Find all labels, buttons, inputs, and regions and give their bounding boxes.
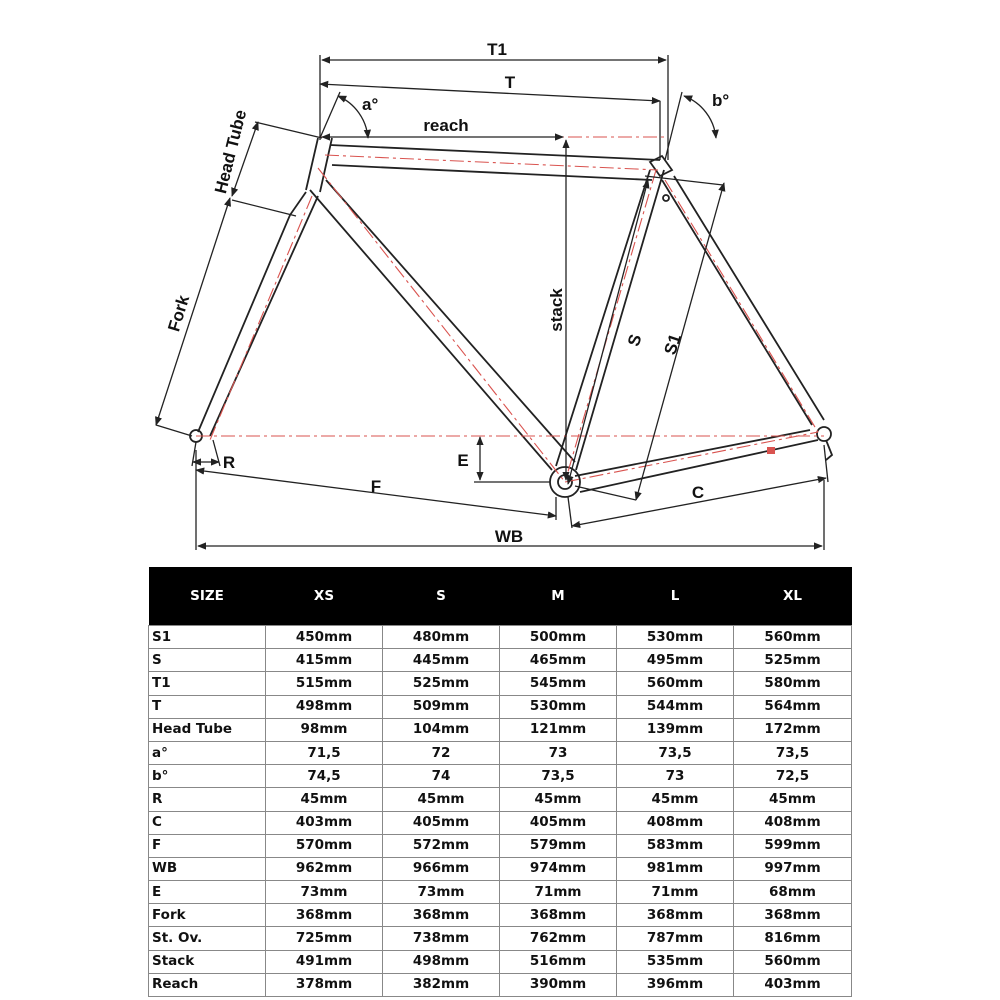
column-header: SIZE xyxy=(149,567,266,626)
table-cell: 72 xyxy=(383,741,500,764)
table-cell: 368mm xyxy=(734,904,852,927)
table-cell: 403mm xyxy=(734,973,852,996)
down-tube xyxy=(310,180,575,470)
table-cell: 572mm xyxy=(383,834,500,857)
label-s1: S1 xyxy=(660,331,686,358)
table-cell: 465mm xyxy=(500,649,617,672)
label-wb: WB xyxy=(494,527,524,546)
table-row xyxy=(149,626,852,649)
table-cell: 560mm xyxy=(617,672,734,695)
table-header-row xyxy=(149,567,852,626)
table-cell: 73mm xyxy=(383,881,500,904)
table-cell: 73,5 xyxy=(734,741,852,764)
table-cell: 403mm xyxy=(266,811,383,834)
table-cell: 121mm xyxy=(500,718,617,741)
table-cell: 72,5 xyxy=(734,765,852,788)
table-cell: 498mm xyxy=(266,695,383,718)
table-row xyxy=(149,904,852,927)
label-c: C xyxy=(691,483,705,502)
table-cell: 509mm xyxy=(383,695,500,718)
row-label: R xyxy=(149,788,266,811)
table-cell: 530mm xyxy=(617,626,734,649)
label-head-tube: Head Tube xyxy=(211,107,251,196)
row-label: Stack xyxy=(149,950,266,973)
table-cell: 104mm xyxy=(383,718,500,741)
table-cell: 74,5 xyxy=(266,765,383,788)
table-cell: 396mm xyxy=(617,973,734,996)
table-cell: 525mm xyxy=(734,649,852,672)
table-cell: 445mm xyxy=(383,649,500,672)
table-cell: 73 xyxy=(617,765,734,788)
label-a-deg: a° xyxy=(362,95,379,114)
table-cell: 725mm xyxy=(266,927,383,950)
label-f: F xyxy=(370,477,382,496)
label-stack: stack xyxy=(547,288,566,332)
table-cell: 498mm xyxy=(383,950,500,973)
table-cell: 73,5 xyxy=(617,741,734,764)
table-cell: 480mm xyxy=(383,626,500,649)
table-cell: 583mm xyxy=(617,834,734,857)
column-header: S xyxy=(383,567,500,626)
table-cell: 45mm xyxy=(500,788,617,811)
table-cell: 580mm xyxy=(734,672,852,695)
table-cell: 390mm xyxy=(500,973,617,996)
table-row xyxy=(149,649,852,672)
row-label: WB xyxy=(149,857,266,880)
label-s: S xyxy=(623,331,646,349)
table-cell: 762mm xyxy=(500,927,617,950)
fork xyxy=(198,192,318,436)
label-reach: reach xyxy=(423,116,469,135)
table-cell: 74 xyxy=(383,765,500,788)
table-row xyxy=(149,695,852,718)
table-cell: 966mm xyxy=(383,857,500,880)
table-cell: 516mm xyxy=(500,950,617,973)
table-cell: 378mm xyxy=(266,973,383,996)
rear-dropout xyxy=(817,427,831,441)
row-label: a° xyxy=(149,741,266,764)
table-row xyxy=(149,788,852,811)
column-header: XL xyxy=(734,567,852,626)
table-cell: 495mm xyxy=(617,649,734,672)
table-cell: 368mm xyxy=(266,904,383,927)
row-label: Fork xyxy=(149,904,266,927)
table-cell: 73mm xyxy=(266,881,383,904)
table-cell: 368mm xyxy=(617,904,734,927)
table-row xyxy=(149,718,852,741)
table-cell: 405mm xyxy=(500,811,617,834)
table-cell: 45mm xyxy=(266,788,383,811)
table-cell: 415mm xyxy=(266,649,383,672)
row-label: T1 xyxy=(149,672,266,695)
label-t1: T1 xyxy=(487,40,507,59)
label-fork: Fork xyxy=(164,292,194,334)
table-row xyxy=(149,834,852,857)
table-cell: 500mm xyxy=(500,626,617,649)
table-cell: 450mm xyxy=(266,626,383,649)
row-label: S xyxy=(149,649,266,672)
row-label: b° xyxy=(149,765,266,788)
table-row xyxy=(149,811,852,834)
brake-mount xyxy=(767,447,775,454)
table-cell: 981mm xyxy=(617,857,734,880)
table-cell: 535mm xyxy=(617,950,734,973)
table-cell: 71mm xyxy=(500,881,617,904)
table-cell: 816mm xyxy=(734,927,852,950)
row-label: St. Ov. xyxy=(149,927,266,950)
table-row xyxy=(149,881,852,904)
table-cell: 560mm xyxy=(734,626,852,649)
row-label: S1 xyxy=(149,626,266,649)
table-cell: 997mm xyxy=(734,857,852,880)
label-b-deg: b° xyxy=(712,91,730,110)
table-row xyxy=(149,857,852,880)
rear-dropout-bolt xyxy=(663,195,669,201)
geometry-table xyxy=(148,567,852,997)
table-cell: 71mm xyxy=(617,881,734,904)
table-cell: 545mm xyxy=(500,672,617,695)
seat-tube xyxy=(556,170,664,470)
table-cell: 45mm xyxy=(734,788,852,811)
table-cell: 368mm xyxy=(383,904,500,927)
table-cell: 45mm xyxy=(617,788,734,811)
label-e: E xyxy=(457,451,469,470)
table-cell: 738mm xyxy=(383,927,500,950)
column-header: M xyxy=(500,567,617,626)
table-cell: 525mm xyxy=(383,672,500,695)
table-cell: 564mm xyxy=(734,695,852,718)
table-cell: 560mm xyxy=(734,950,852,973)
dimension-lines xyxy=(156,55,828,550)
row-label: Head Tube xyxy=(149,718,266,741)
table-cell: 382mm xyxy=(383,973,500,996)
table-cell: 974mm xyxy=(500,857,617,880)
row-label: T xyxy=(149,695,266,718)
column-header: XS xyxy=(266,567,383,626)
table-cell: 172mm xyxy=(734,718,852,741)
table-row xyxy=(149,927,852,950)
table-cell: 408mm xyxy=(617,811,734,834)
row-label: F xyxy=(149,834,266,857)
table-row xyxy=(149,973,852,996)
table-cell: 73 xyxy=(500,741,617,764)
table-row xyxy=(149,765,852,788)
table-cell: 787mm xyxy=(617,927,734,950)
table-cell: 599mm xyxy=(734,834,852,857)
table-cell: 515mm xyxy=(266,672,383,695)
table-cell: 408mm xyxy=(734,811,852,834)
row-label: E xyxy=(149,881,266,904)
table-row xyxy=(149,672,852,695)
label-t: T xyxy=(504,73,516,92)
table-cell: 544mm xyxy=(617,695,734,718)
table-cell: 98mm xyxy=(266,718,383,741)
centerlines xyxy=(196,137,824,482)
table-cell: 579mm xyxy=(500,834,617,857)
table-cell: 45mm xyxy=(383,788,500,811)
column-header: L xyxy=(617,567,734,626)
head-tube xyxy=(306,138,332,192)
table-cell: 491mm xyxy=(266,950,383,973)
table-row xyxy=(149,950,852,973)
table-cell: 570mm xyxy=(266,834,383,857)
table-body xyxy=(149,626,852,997)
table-cell: 73,5 xyxy=(500,765,617,788)
table-cell: 962mm xyxy=(266,857,383,880)
bike-frame xyxy=(190,138,832,497)
table-cell: 139mm xyxy=(617,718,734,741)
row-label: C xyxy=(149,811,266,834)
table-cell: 71,5 xyxy=(266,741,383,764)
derailleur-hanger xyxy=(826,440,832,460)
row-label: Reach xyxy=(149,973,266,996)
table-row xyxy=(149,741,852,764)
table-cell: 530mm xyxy=(500,695,617,718)
table-cell: 405mm xyxy=(383,811,500,834)
seat-stay xyxy=(662,176,824,425)
table-cell: 68mm xyxy=(734,881,852,904)
label-r: R xyxy=(222,453,236,472)
table-cell: 368mm xyxy=(500,904,617,927)
